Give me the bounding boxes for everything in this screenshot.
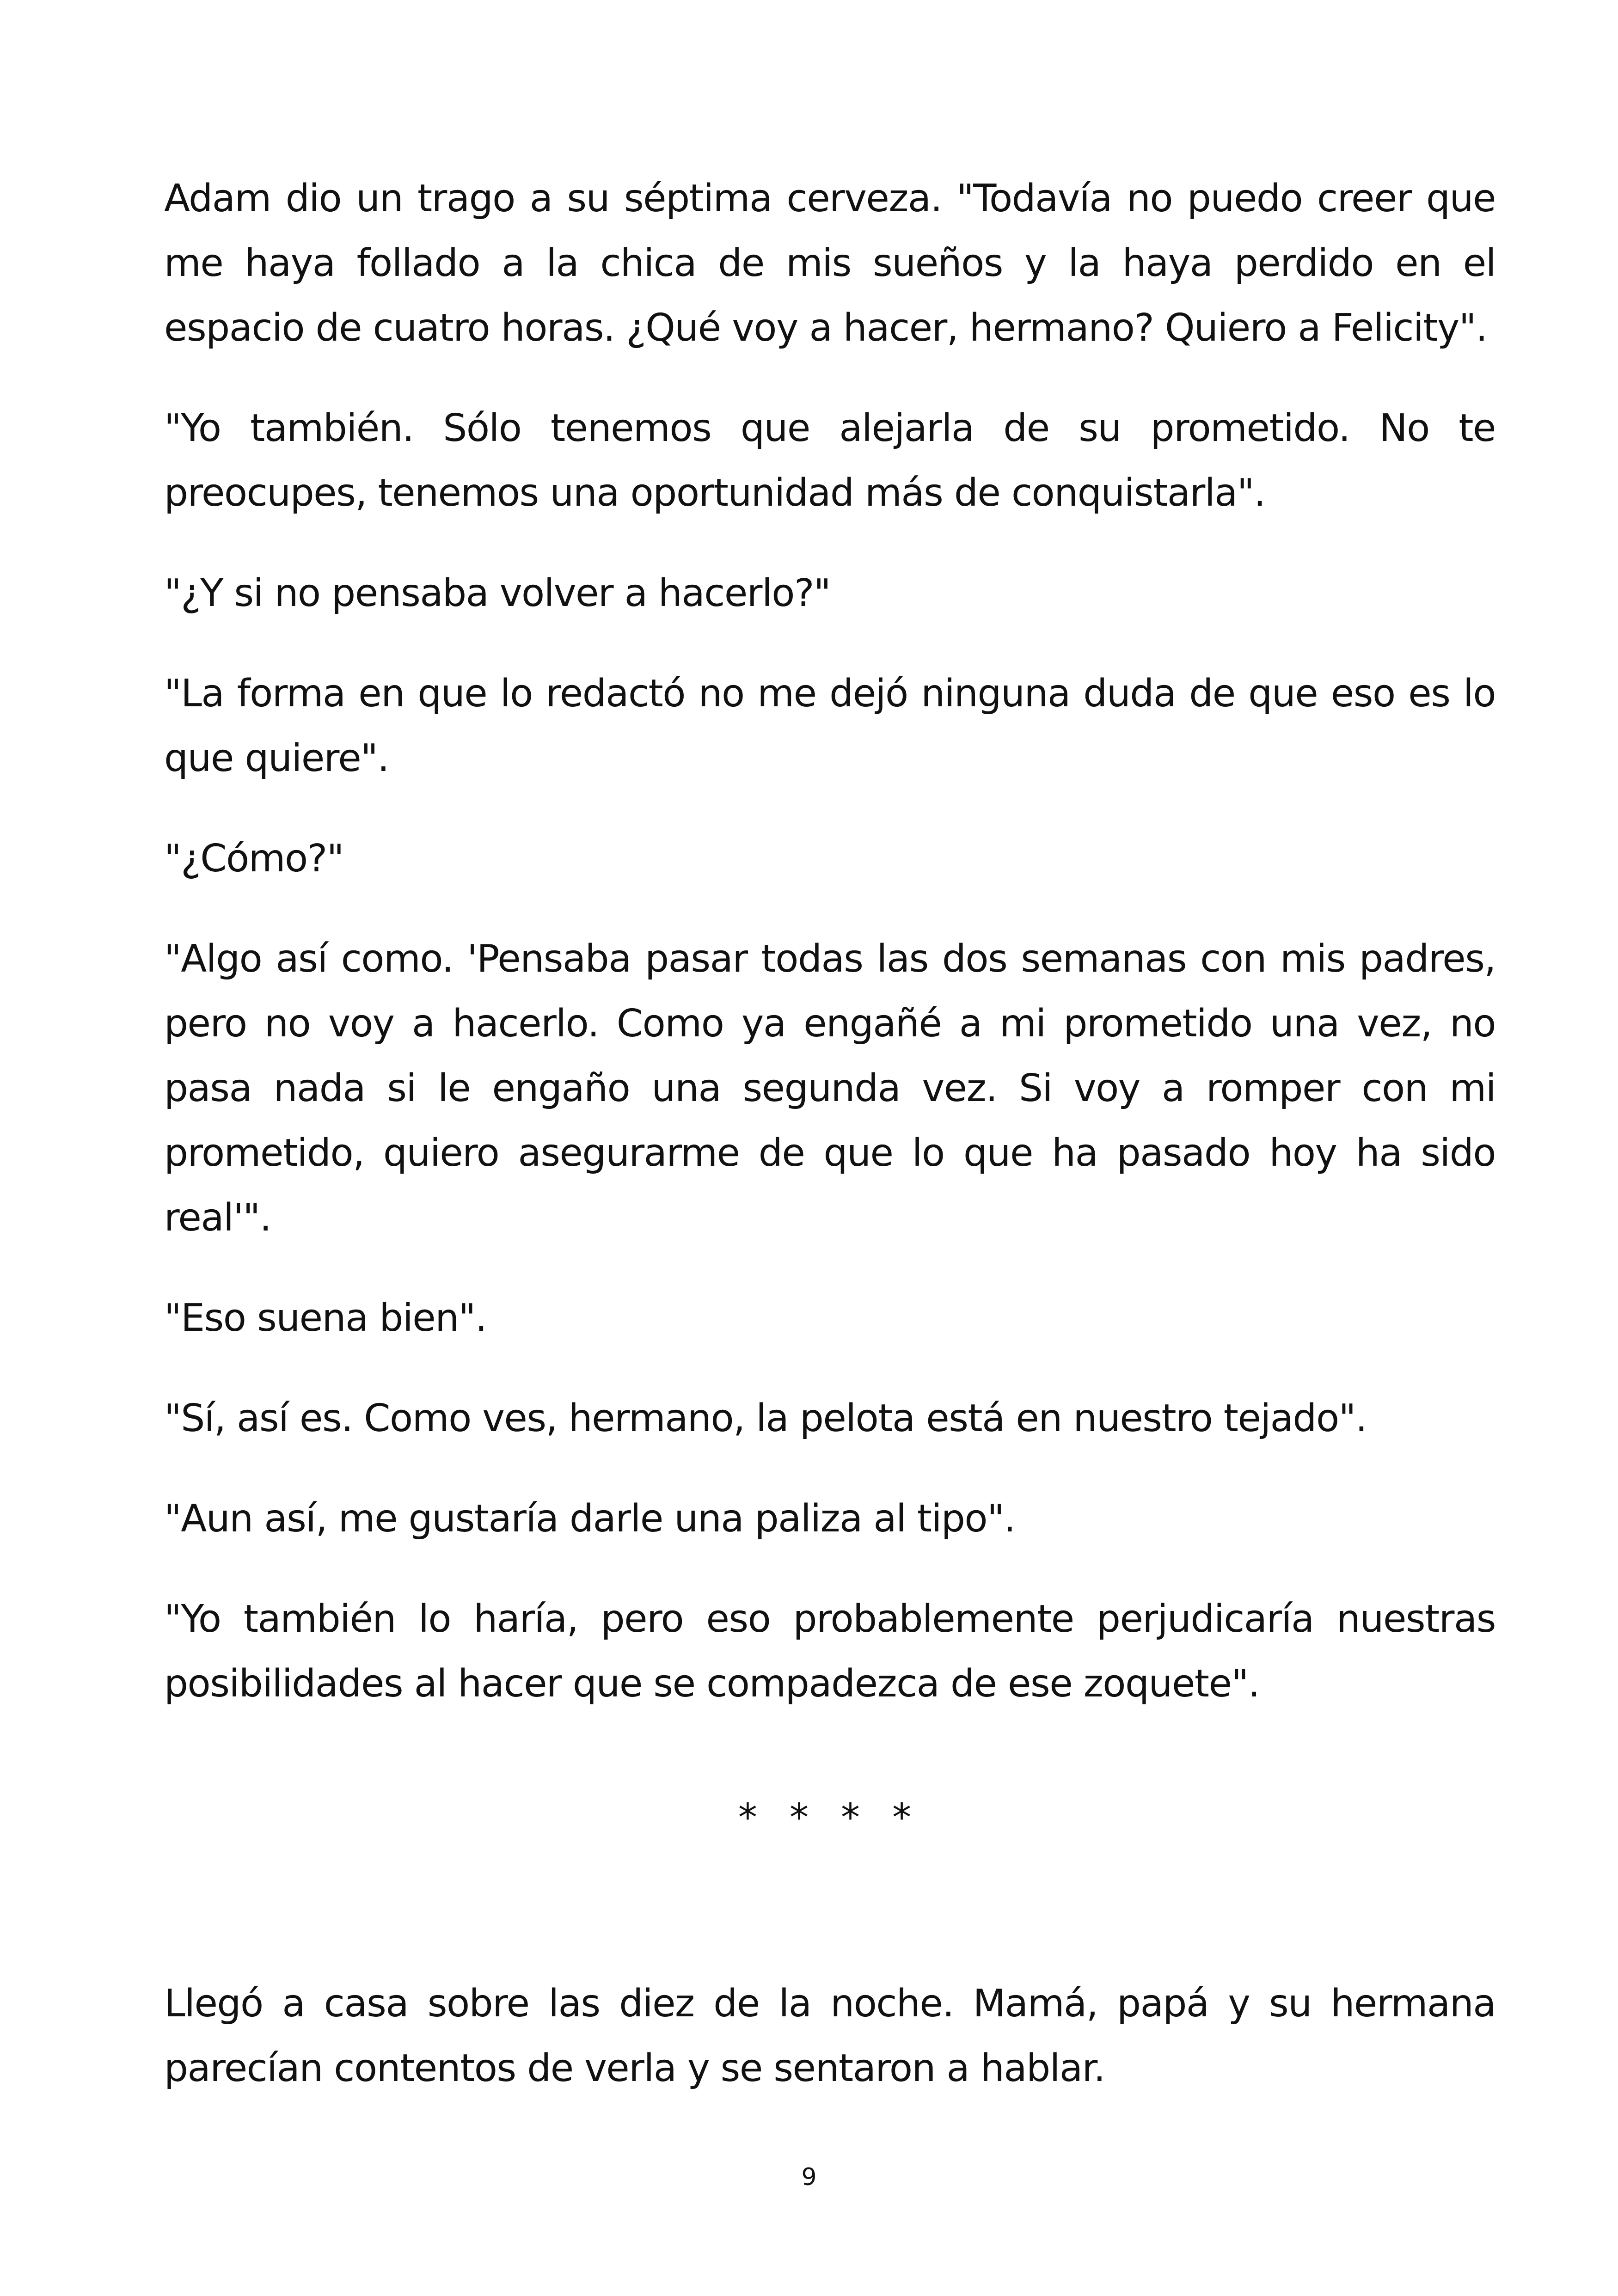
- body-text: [164, 166, 1495, 2137]
- paragraph-7: "Eso suena bien".: [164, 1296, 487, 1340]
- paragraph-11: Llegó a casa sobre las diez de la noche. Mamá, papá y su hermana parecían contentos de verla y se sentaron a hablar.: [164, 1982, 1495, 2090]
- paragraph-3: "¿Y si no pensaba volver a hacerlo?": [164, 571, 831, 615]
- paragraph-6: "Algo así como. 'Pensaba pasar todas las dos semanas con mis padres, pero no voy a hacerlo. Como ya engañé a mi prometido una vez, no pasa nada si le engaño una segunda vez. Si voy a romper con mi prometido, quiero asegurarme de que lo que ha pasado hoy ha sido real'".: [164, 937, 1495, 1240]
- paragraph-5: "¿Cómo?": [164, 837, 343, 881]
- paragraph-4: "La forma en que lo redactó no me dejó ninguna duda de que eso es lo que quiere".: [164, 672, 1495, 780]
- paragraph-1: Adam dio un trago a su séptima cerveza. "Todavía no puedo creer que me haya follado a la chica de mis sueños y la haya perdido en el espacio de cuatro horas. ¿Qué voy a hacer, hermano? Quiero a Felicity".: [164, 177, 1495, 350]
- paragraph-9: "Aun así, me gustaría darle una paliza al tipo".: [164, 1497, 1015, 1541]
- paragraph-8: "Sí, así es. Como ves, hermano, la pelota está en nuestro tejado".: [164, 1396, 1367, 1440]
- paragraph-10: "Yo también lo haría, pero eso probablemente perjudicaría nuestras posibilidades al hacer que se compadezca de ese zoquete".: [164, 1597, 1495, 1706]
- paragraph-2: "Yo también. Sólo tenemos que alejarla de su prometido. No te preocupes, tenemos una oportunidad más de conquistarla".: [164, 406, 1495, 515]
- scene-break: * * * *: [738, 1796, 922, 1840]
- page-number: 9: [801, 2163, 817, 2191]
